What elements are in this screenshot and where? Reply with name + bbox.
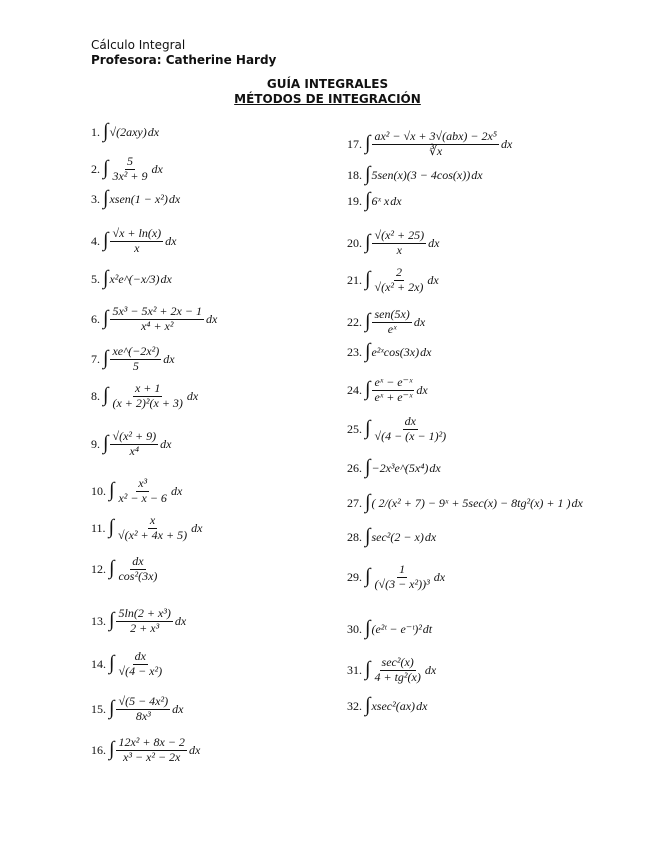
- exercise-item: [347, 415, 449, 444]
- exercise-number: 9.: [91, 436, 100, 451]
- integral-sign: ∫: [109, 609, 115, 632]
- exercise-item: [347, 266, 439, 295]
- exercise-item: [347, 696, 427, 716]
- exercise-item: [91, 514, 202, 543]
- integrand: 6ˣ x: [371, 193, 390, 208]
- numerator: x: [149, 513, 156, 527]
- exercise-item: [347, 191, 402, 211]
- numerator: sec²(x): [381, 655, 414, 669]
- integrand: ( 2/(x² + 7) − 9ˣ + 5sec(x) − 8tg²(x) + 1 ): [371, 495, 571, 510]
- exercise-item: [347, 308, 425, 337]
- differential: dx: [416, 698, 428, 713]
- integral-sign: ∫: [103, 347, 109, 370]
- integral-sign: ∫: [103, 187, 109, 209]
- numerator: dx: [132, 554, 144, 568]
- integral-sign: ∫: [365, 565, 371, 588]
- denominator: cos²(3x): [118, 568, 158, 583]
- numerator: 5ln(2 + x³): [118, 606, 171, 620]
- exercise-number: 12.: [91, 561, 106, 576]
- integral-sign: ∫: [103, 120, 109, 142]
- exercise-item: [347, 527, 436, 547]
- exercise-number: 26.: [347, 460, 362, 475]
- differential: dx: [429, 460, 441, 475]
- integral-sign: ∫: [103, 307, 109, 330]
- integrand-fraction: [110, 305, 203, 334]
- numerator: 2: [395, 265, 402, 279]
- differential: dx: [168, 191, 181, 206]
- integral-sign: ∫: [109, 738, 115, 761]
- integrand-fraction: [372, 563, 431, 592]
- denominator: ∛x: [429, 143, 443, 158]
- differential: dx: [174, 613, 187, 628]
- exercise-item: [91, 269, 172, 289]
- exercise-item: [91, 607, 186, 636]
- numerator: √(x² + 9): [112, 429, 157, 443]
- exercise-number: 28.: [347, 529, 362, 544]
- integrand: (e²ᵗ − e⁻ᵗ)²: [371, 621, 422, 636]
- integral-sign: ∫: [365, 163, 371, 185]
- exercise-number: 10.: [91, 483, 106, 498]
- integral-sign: ∫: [109, 652, 115, 675]
- numerator: dx: [404, 414, 416, 428]
- denominator: x³ − x² − 2x: [123, 749, 181, 764]
- integrand-fraction: [110, 345, 161, 374]
- denominator: 5: [132, 358, 139, 373]
- numerator: ax² − √x + 3√(abx) − 2x⁵: [374, 129, 498, 143]
- differential: dx: [151, 161, 163, 176]
- integrand-fraction: [372, 130, 499, 159]
- exercise-item: [91, 227, 176, 256]
- numerator: sen(5x): [374, 307, 410, 321]
- exercise-number: 3.: [91, 191, 100, 206]
- integrand-fraction: [372, 229, 426, 258]
- integral-sign: ∫: [365, 617, 371, 639]
- exercise-number: 18.: [347, 167, 362, 182]
- exercise-item: [91, 695, 183, 724]
- denominator: √(4 − (x − 1)²): [374, 428, 447, 443]
- differential: dx: [191, 520, 203, 535]
- differential: dx: [501, 136, 513, 151]
- numerator: √(5 − 4x²): [118, 694, 169, 708]
- exercise-number: 31.: [347, 662, 362, 677]
- exercise-number: 25.: [347, 421, 362, 436]
- integral-sign: ∫: [365, 268, 371, 291]
- exercise-item: [91, 650, 165, 679]
- exercise-item: [91, 430, 171, 459]
- differential: dx: [165, 233, 177, 248]
- numerator: 12x² + 8x − 2: [118, 735, 185, 749]
- denominator: x: [396, 242, 402, 257]
- integrand-fraction: [116, 695, 170, 724]
- integral-sign: ∫: [365, 658, 371, 681]
- integral-sign: ∫: [103, 432, 109, 455]
- exercise-item: [91, 736, 200, 765]
- numerator: 5x³ − 5x² + 2x − 1: [112, 304, 202, 318]
- differential: dx: [186, 388, 199, 403]
- differential: dx: [147, 124, 160, 139]
- numerator: √x + ln(x): [112, 226, 162, 240]
- differential: dx: [205, 311, 218, 326]
- exercise-number: 15.: [91, 701, 106, 716]
- differential: dx: [471, 167, 483, 182]
- integrand: √(2axy): [109, 124, 147, 139]
- integral-sign: ∫: [109, 697, 115, 720]
- integrand-fraction: [116, 650, 164, 679]
- differential: dx: [420, 344, 432, 359]
- integral-sign: ∫: [365, 491, 371, 513]
- integrand: sec²(2 − x): [371, 529, 424, 544]
- denominator: 2 + x³: [130, 620, 160, 635]
- denominator: (x + 2)²(x + 3): [112, 395, 183, 410]
- exercise-number: 2.: [91, 161, 100, 176]
- exercise-item: [347, 165, 483, 185]
- integral-sign: ∫: [365, 525, 371, 547]
- guide-subtitle: MÉTODOS DE INTEGRACIÓN: [234, 92, 421, 106]
- integral-sign: ∫: [103, 384, 109, 407]
- exercise-item: [347, 493, 583, 513]
- exercise-number: 20.: [347, 235, 362, 250]
- integral-sign: ∫: [365, 694, 371, 716]
- integrand-fraction: [116, 555, 159, 584]
- exercise-number: 11.: [91, 520, 106, 535]
- differential: dx: [160, 271, 172, 286]
- numerator: dx: [134, 649, 146, 663]
- exercise-number: 5.: [91, 271, 100, 286]
- denominator: x⁴: [129, 443, 140, 458]
- differential: dx: [424, 662, 437, 677]
- integral-sign: ∫: [103, 229, 109, 252]
- denominator: x: [134, 240, 140, 255]
- exercise-item: [347, 656, 436, 685]
- integrand: e²ˣcos(3x): [371, 344, 420, 359]
- exercise-number: 22.: [347, 314, 362, 329]
- integrand: 5sen(x)(3 − 4cos(x)): [371, 167, 471, 182]
- integral-sign: ∫: [109, 479, 115, 502]
- integral-sign: ∫: [103, 267, 109, 289]
- numerator: x + 1: [134, 381, 161, 395]
- exercise-number: 13.: [91, 613, 106, 628]
- exercise-number: 29.: [347, 569, 362, 584]
- numerator: eˣ − e⁻ˣ: [374, 375, 413, 389]
- integral-sign: ∫: [365, 378, 371, 401]
- exercise-item: [347, 342, 431, 362]
- numerator: 5: [127, 154, 133, 168]
- exercise-item: [347, 619, 432, 639]
- exercise-number: 4.: [91, 233, 100, 248]
- integral-sign: ∫: [365, 340, 371, 362]
- integrand-fraction: [372, 415, 448, 444]
- denominator: x² − x − 6: [118, 490, 167, 505]
- integrand: xsec²(ax): [371, 698, 416, 713]
- exercise-item: [91, 477, 182, 506]
- integrand-fraction: [110, 430, 158, 459]
- differential: dx: [160, 436, 172, 451]
- denominator: (√(3 − x²))³: [374, 576, 430, 591]
- integral-sign: ∫: [108, 516, 115, 539]
- integral-sign: ∫: [365, 310, 371, 333]
- integral-sign: ∫: [365, 417, 371, 440]
- integral-sign: ∫: [365, 456, 371, 478]
- integrand: −2x³e^(5x⁴): [371, 460, 429, 475]
- denominator: 3x² + 9: [112, 168, 148, 183]
- teacher-name: Profesora: Catherine Hardy: [91, 53, 277, 67]
- denominator: 4 + tg²(x): [374, 669, 421, 684]
- numerator: xe^(−2x²): [112, 344, 160, 358]
- integrand-fraction: [372, 656, 422, 685]
- integrand-fraction: [116, 736, 186, 765]
- differential: dx: [170, 483, 183, 498]
- exercise-number: 30.: [347, 621, 362, 636]
- differential: dx: [416, 382, 428, 397]
- exercise-item: [347, 458, 441, 478]
- denominator: 8x³: [135, 708, 151, 723]
- denominator: x⁴ + x²: [140, 318, 174, 333]
- differential: dx: [390, 193, 402, 208]
- differential: dx: [427, 272, 439, 287]
- guide-title: GUÍA INTEGRALES: [266, 77, 389, 91]
- exercise-item: [347, 130, 512, 159]
- differential: dx: [428, 235, 440, 250]
- exercise-item: [347, 376, 428, 405]
- denominator: √(4 − x²): [118, 663, 163, 678]
- differential: dx: [571, 495, 583, 510]
- denominator: √(x² + 2x): [374, 279, 424, 294]
- integrand-fraction: [372, 266, 425, 295]
- exercise-number: 24.: [347, 382, 362, 397]
- differential: dx: [188, 742, 201, 757]
- exercise-number: 16.: [91, 742, 106, 757]
- exercise-item: [91, 155, 163, 184]
- exercise-item: [91, 122, 159, 142]
- exercise-item: [347, 563, 445, 592]
- exercise-item: [91, 189, 180, 209]
- differential: dx: [413, 314, 426, 329]
- integral-sign: ∫: [109, 557, 115, 580]
- differential: dx: [172, 701, 184, 716]
- differential: dx: [424, 529, 437, 544]
- integrand-fraction: [116, 514, 189, 543]
- course-name: Cálculo Integral: [91, 38, 186, 52]
- differential: dx: [433, 569, 446, 584]
- exercise-number: 19.: [347, 193, 362, 208]
- denominator: eˣ: [387, 321, 397, 336]
- exercise-item: [91, 555, 160, 584]
- exercise-item: [91, 345, 175, 374]
- differential: dx: [163, 351, 175, 366]
- integrand-fraction: [116, 477, 168, 506]
- integrand: xsen(1 − x²): [109, 191, 168, 206]
- exercise-number: 27.: [347, 495, 362, 510]
- exercise-number: 23.: [347, 344, 362, 359]
- exercise-item: [91, 305, 217, 334]
- exercise-number: 32.: [347, 698, 362, 713]
- exercise-number: 14.: [91, 656, 106, 671]
- numerator: 1: [399, 562, 406, 576]
- exercise-number: 8.: [91, 388, 100, 403]
- integral-sign: ∫: [365, 189, 371, 211]
- integral-sign: ∫: [365, 231, 371, 254]
- integrand-fraction: [110, 227, 163, 256]
- denominator: √(x² + 4x + 5): [118, 527, 188, 542]
- exercise-number: 21.: [347, 272, 362, 287]
- exercise-item: [347, 229, 439, 258]
- numerator: √(x² + 25): [374, 228, 425, 242]
- differential: dt: [422, 621, 433, 636]
- integrand-fraction: [372, 308, 411, 337]
- integral-sign: ∫: [365, 132, 371, 155]
- exercise-item: [91, 382, 198, 411]
- integrand-fraction: [110, 382, 184, 411]
- integrand: x²e^(−x/3): [109, 271, 160, 286]
- exercise-number: 7.: [91, 351, 100, 366]
- exercise-number: 1.: [91, 124, 100, 139]
- numerator: x³: [138, 476, 148, 490]
- integral-sign: ∫: [103, 157, 109, 180]
- denominator: eˣ + e⁻ˣ: [374, 389, 413, 404]
- integrand-fraction: [110, 155, 149, 184]
- integrand-fraction: [116, 607, 172, 636]
- exercise-number: 6.: [91, 311, 100, 326]
- integrand-fraction: [372, 376, 414, 405]
- exercise-number: 17.: [347, 136, 362, 151]
